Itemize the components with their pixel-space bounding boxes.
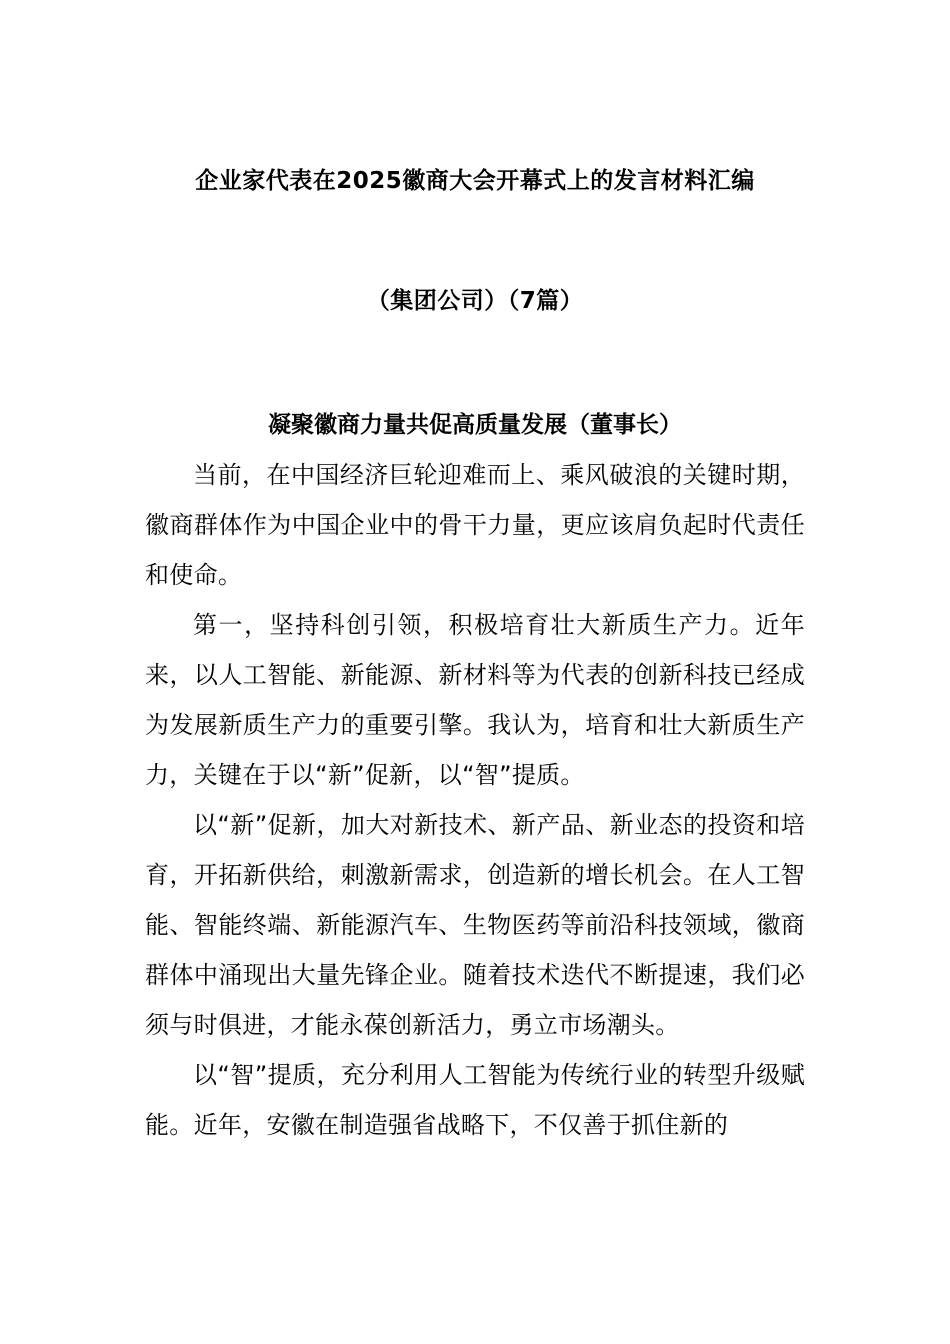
document-title: 企业家代表在2025徽商大会开幕式上的发言材料汇编 [195,168,755,194]
paragraph: 第一，坚持科创引领，积极培育壮大新质生产力。近年来，以人工智能、新能源、新材料等为代表的创新科技已经成为发展新质生产力的重要引擎。我认为，培育和壮大新质生产力，关键在于以“新”促新，以“智”提质。 [145,611,805,789]
paragraph: 以“智”提质，充分利用人工智能为传统行业的转型升级赋能。近年，安徽在制造强省战略下，不仅善于抓住新的 [145,1061,805,1139]
paragraph: 当前，在中国经济巨轮迎难而上、乘风破浪的关键时期，徽商群体作为中国企业中的骨干力量，更应该肩负起时代责任和使命。 [145,461,805,589]
body-text [145,450,805,1150]
document-subtitle: （集团公司）（7篇） [366,288,584,314]
section-heading: 凝聚徽商力量共促高质量发展（董事长） [268,412,682,438]
paragraph: 以“新”促新，加大对新技术、新产品、新业态的投资和培育，开拓新供给，刺激新需求，创造新的增长机会。在人工智能、智能终端、新能源汽车、生物医药等前沿科技领域，徽商群体中涌现出大量先锋企业。随着技术迭代不断提速，我们必须与时俱进，才能永葆创新活力，勇立市场潮头。 [145,811,805,1039]
